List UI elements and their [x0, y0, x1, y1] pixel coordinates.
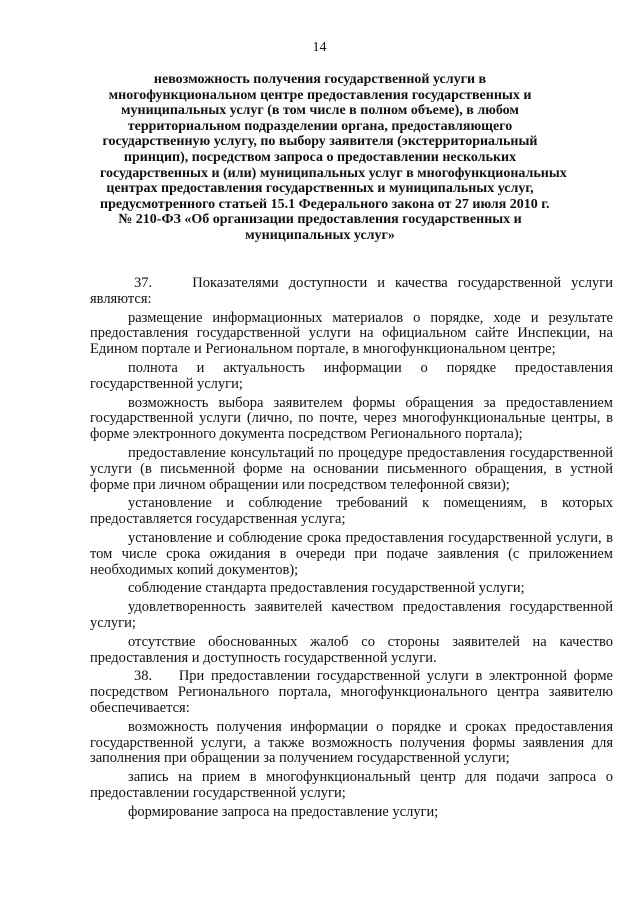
- heading-line: территориальном подразделении органа, предоставляющего: [127, 118, 513, 134]
- paragraph: соблюдение стандарта предоставления государственной услуги;: [128, 580, 525, 597]
- heading-line: № 210-ФЗ «Об организации предоставления государственных и: [118, 212, 522, 228]
- paragraph: установление и соблюдение требований к помещениям, в которых предоставляется государственная услуга;: [90, 495, 613, 528]
- section-heading: [100, 72, 567, 244]
- paragraph: установление и соблюдение срока предоставления государственной услуги, в том числе срока ожидания в очереди при подаче заявления (с приложением необходимых копий документов);: [90, 529, 613, 578]
- paragraph-37: 37. Показателями доступности и качества государственной услуги являются:: [90, 275, 613, 307]
- paragraph: предоставление консультаций по процедуре предоставления государственной услуги (в письменной форме на основании письменного обращения, в устной форме при личном обращении или посредством телефонной связи);: [90, 444, 613, 493]
- heading-line: невозможность получения государственной услуги в: [153, 72, 487, 87]
- heading-line: центрах предоставления государственных и муниципальных услуг,: [106, 181, 534, 197]
- heading-line: многофункциональном центре предоставления государственных и: [108, 87, 532, 103]
- paragraph: формирование запроса на предоставление услуги;: [128, 803, 439, 820]
- heading-line: государственную услугу, по выбору заявителя (экстерриториальный: [102, 134, 538, 150]
- paragraph: размещение информационных материалов о порядке, ходе и результате предоставления государственной услуги на официальном сайте Инспекции, на Едином портале и Региональном портале, в многофункциональном центре;: [90, 309, 613, 358]
- paragraph: удовлетворенность заявителей качеством предоставления государственной услуги;: [90, 599, 613, 631]
- paragraph: возможность получения информации о порядке и сроках предоставления государственной услуги, а также возможность получения формы заявления для заполнения при обращении за получением государственной услуги;: [90, 718, 613, 767]
- body-text: [90, 276, 613, 824]
- heading-line: муниципальных услуг»: [245, 227, 395, 243]
- paragraph: запись на прием в многофункциональный центр для подачи запроса о предоставлении государственной услуги;: [90, 769, 613, 801]
- paragraph: отсутствие обоснованных жалоб со стороны заявителей на качество предоставления и доступность государственной услуги.: [90, 633, 613, 666]
- heading-line: государственных и (или) муниципальных услуг в многофункциональных: [100, 165, 567, 181]
- heading-line: принцип), посредством запроса о предоставлении нескольких: [123, 149, 517, 165]
- paragraph-38: 38. При предоставлении государственной услуги в электронной форме посредством Регионального портала, многофункционального центра заявителю обеспечивается:: [90, 668, 613, 716]
- paragraph: возможность выбора заявителем формы обращения за предоставлением государственной услуги (лично, по почте, через многофункциональные центры, в форме электронного документа посредством Регионального портала);: [90, 394, 613, 443]
- page-number: 14: [312, 40, 327, 55]
- paragraph: полнота и актуальность информации о порядке предоставления государственной услуги;: [90, 359, 613, 392]
- heading-line: предусмотренного статьей 15.1 Федерального закона от 27 июля 2010 г.: [100, 196, 550, 212]
- heading-line: муниципальных услуг (в том числе в полном объеме), в любом: [121, 103, 519, 119]
